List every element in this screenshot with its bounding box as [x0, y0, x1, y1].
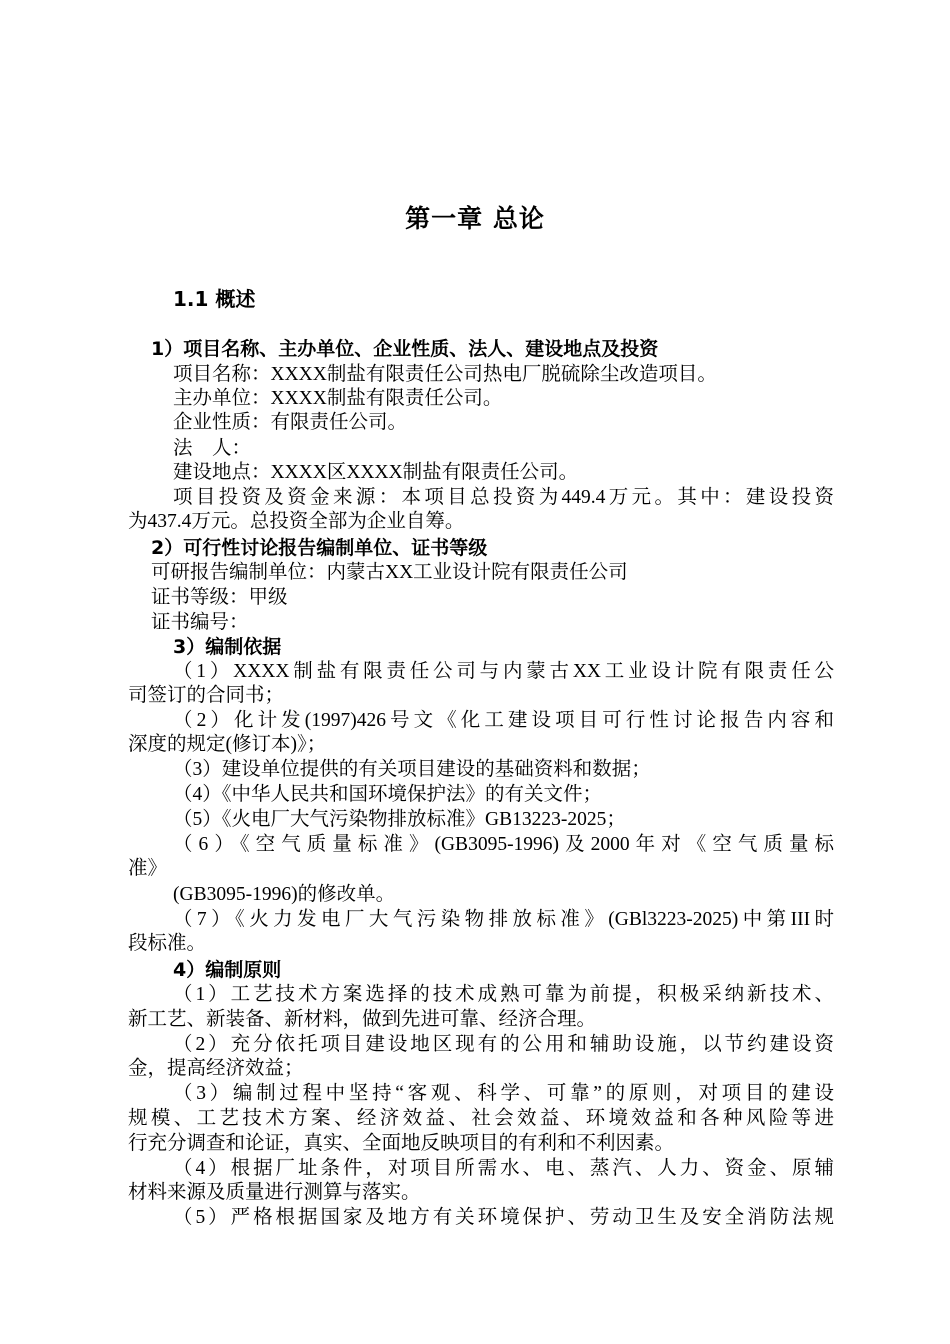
basis-item-cont: 段标准。: [128, 933, 207, 954]
part3-heading: 3）编制依据: [173, 636, 282, 658]
investment-line-2: 为437.4万元。总投资全部为企业自筹。: [128, 511, 465, 532]
basis-item: （7）《火力发电厂大气污染物排放标准》(GBl3223-2025)中第III时: [173, 909, 834, 930]
principle-item: （5）严格根据国家及地方有关环境保护、劳动卫生及安全消防法规: [173, 1207, 834, 1228]
certificate-number-line: 证书编号：: [151, 612, 249, 633]
principle-item-cont: 材料来源及质量进行测算与落实。: [128, 1182, 421, 1203]
principle-item-cont: 金，提高经济效益；: [128, 1058, 304, 1079]
enterprise-nature-line: 企业性质：有限责任公司。: [173, 412, 408, 433]
basis-item-cont: (GB3095-1996)的修改单。: [173, 884, 396, 905]
basis-item-cont: 司签订的合同书；: [128, 685, 285, 706]
principle-item: （1）工艺技术方案选择的技术成熟可靠为前提，积极采纳新技术、: [173, 984, 834, 1005]
legal-person-line: 法 人：: [173, 438, 252, 459]
basis-item: （2）化计发(1997)426号文《化工建设项目可行性讨论报告内容和: [173, 710, 834, 731]
basis-item: （6）《空气质量标准》(GB3095-1996)及2000年对《空气质量标: [173, 834, 834, 855]
investment-line-1: 项目投资及资金来源：本项目总投资为449.4万元。其中：建设投资: [173, 487, 834, 508]
basis-item: （3）建设单位提供的有关项目建设的基础资料和数据；: [173, 759, 651, 780]
basis-item: （4）《中华人民共和国环境保护法》的有关文件；: [173, 784, 603, 805]
principle-item: （3）编制过程中坚持“客观、科学、可靠”的原则，对项目的建设: [173, 1083, 834, 1104]
certificate-grade-line: 证书等级：甲级: [151, 587, 288, 608]
sponsor-line: 主办单位：XXXX制盐有限责任公司。: [173, 388, 503, 409]
report-unit-line: 可研报告编制单位：内蒙古XX工业设计院有限责任公司: [151, 562, 628, 583]
basis-item: （5）《火电厂大气污染物排放标准》GB13223-2025；: [173, 809, 626, 830]
basis-item: （1）XXXX制盐有限责任公司与内蒙古XX工业设计院有限责任公: [173, 661, 834, 682]
chapter-title: 第一章 总论: [405, 204, 545, 233]
principle-item: （2）充分依托项目建设地区现有的公用和辅助设施，以节约建设资: [173, 1034, 834, 1055]
principle-item: （4）根据厂址条件，对项目所需水、电、蒸汽、人力、资金、原辅: [173, 1158, 834, 1179]
part2-heading: 2）可行性讨论报告编制单位、证书等级: [151, 537, 488, 559]
principle-item-cont: 规模、工艺技术方案、经济效益、社会效益、环境效益和各种风险等进: [128, 1108, 834, 1129]
basis-item-cont: 深度的规定(修订本)》；: [128, 734, 327, 755]
basis-item-cont: 准》: [128, 858, 168, 879]
part4-heading: 4）编制原则: [173, 959, 282, 981]
principle-item-cont: 行充分调查和论证，真实、全面地反映项目的有利和不利因素。: [128, 1133, 675, 1154]
location-line: 建设地点：XXXX区XXXX制盐有限责任公司。: [173, 462, 579, 483]
project-name-line: 项目名称：XXXX制盐有限责任公司热电厂脱硫除尘改造项目。: [173, 364, 717, 385]
section-title: 1.1 概述: [173, 287, 256, 311]
part1-heading: 1）项目名称、主办单位、企业性质、法人、建设地点及投资: [151, 338, 659, 360]
principle-item-cont: 新工艺、新装备、新材料，做到先进可靠、经济合理。: [128, 1009, 597, 1030]
